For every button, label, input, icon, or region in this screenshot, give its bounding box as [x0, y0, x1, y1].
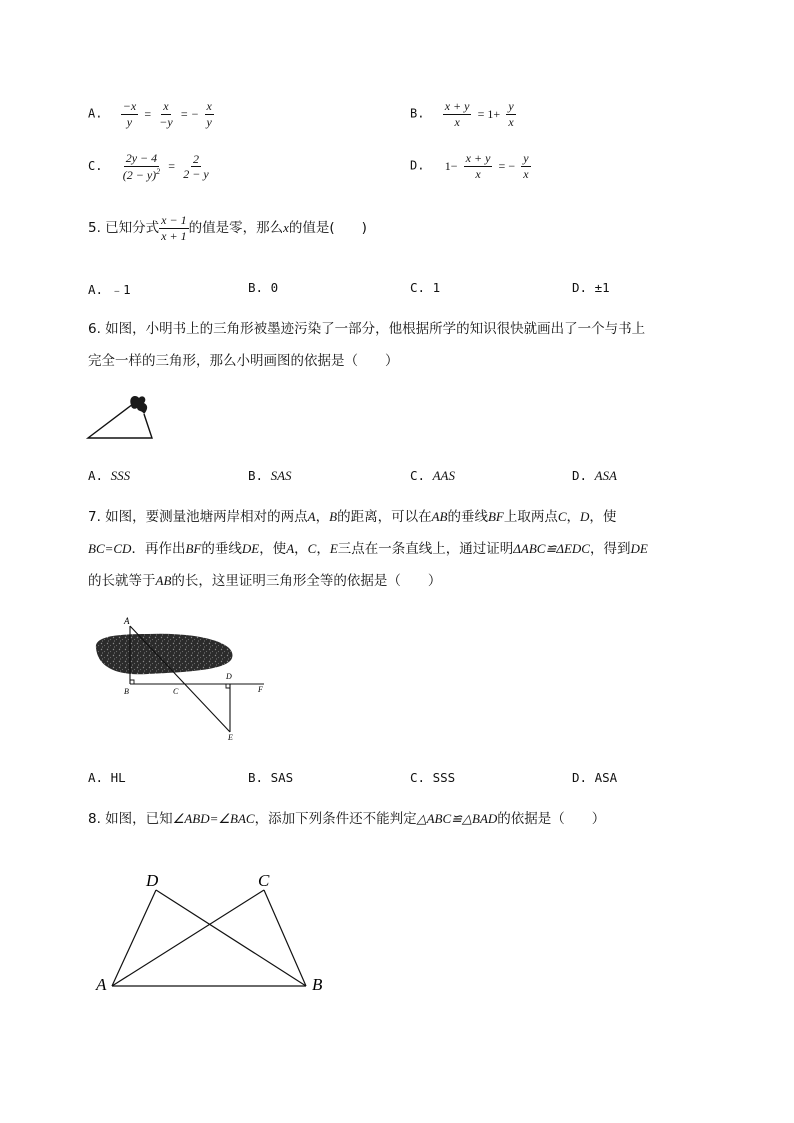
- ink-blot: [130, 396, 147, 414]
- segment-ac: [112, 890, 264, 986]
- q6-option-c[interactable]: C. AAS: [410, 468, 455, 483]
- q7-stem-line1: 7. 如图，要测量池塘两岸相对的两点A，B的距离，可以在AB的垂线BF上取两点C，D，使: [88, 509, 617, 525]
- fraction: $\frac{x - 1}{x + 1}$: [161, 212, 187, 243]
- q6-option-a[interactable]: A. SSS: [88, 468, 131, 483]
- q7-option-c[interactable]: C. SSS: [410, 770, 456, 785]
- point-label-d: D: [226, 672, 232, 681]
- q6-ink-triangle-figure: [84, 392, 156, 440]
- point-label-d: D: [146, 871, 159, 890]
- right-angle-mark-b: [130, 680, 134, 684]
- point-label-c: C: [258, 871, 270, 890]
- point-label-a: A: [96, 975, 107, 994]
- q6-option-b[interactable]: B. SAS: [248, 468, 292, 483]
- segment-db: [156, 890, 306, 986]
- right-angle-mark-d: [226, 684, 230, 688]
- q8-stem: 8. 如图，已知∠ABD=∠BAC，添加下列条件还不能判定△ABC≌△BAD的依据是（ ）: [88, 811, 606, 827]
- q7-stem-line2: BC=CD．再作出BF的垂线DE，使A，C，E三点在一条直线上，通过证明ΔABC≌ΔEDC，得到DE: [88, 541, 648, 557]
- fraction: $\frac{x}{-y}$: [159, 99, 173, 129]
- q7-stem-line3: 的长就等于AB的长，这里证明三角形全等的依据是（ ）: [88, 573, 442, 589]
- fraction: $\frac{-x}{y}$: [122, 99, 137, 129]
- fraction: $\frac{x}{y}$: [206, 99, 212, 129]
- q6-stem-line1: 6. 如图，小明书上的三角形被墨迹污染了一部分，他根据所学的知识很快就画出了一个与书上: [88, 321, 646, 337]
- option-label: C.: [88, 159, 103, 174]
- point-label-c: C: [173, 687, 179, 696]
- point-label-f: F: [258, 685, 263, 694]
- q5-option-a[interactable]: A. ﹣1: [88, 282, 131, 297]
- option-label: B.: [410, 106, 425, 121]
- q5-option-d[interactable]: D. ±1: [572, 280, 610, 295]
- point-label-e: E: [228, 733, 233, 742]
- option-label: D.: [410, 158, 425, 173]
- fraction: $\frac{y}{x}$: [523, 151, 529, 181]
- q7-option-b[interactable]: B. SAS: [248, 770, 294, 785]
- point-label-b: B: [312, 975, 323, 994]
- fraction: $\frac{2y - 4}{(2 - y)^2}$: [122, 151, 161, 182]
- fraction: $\frac{x + y}{x}$: [444, 99, 470, 129]
- q7-option-a[interactable]: A. HL: [88, 770, 126, 785]
- pond-blot: [96, 634, 233, 675]
- q6-stem-line2: 完全一样的三角形，那么小明画图的依据是（ ）: [88, 353, 399, 369]
- fraction: $\frac{2}{2 - y}$: [183, 151, 209, 182]
- q4-option-b[interactable]: B. $\frac{x + y}{x}$ = 1+ $\frac{y}{x}$: [410, 99, 514, 129]
- q4-option-d[interactable]: D. 1− $\frac{x + y}{x}$ = − $\frac{y}{x}$: [410, 151, 529, 181]
- fraction: $\frac{x + y}{x}$: [465, 151, 491, 181]
- q8-quadrilateral-figure: [92, 866, 342, 998]
- q5-option-b[interactable]: B. 0: [248, 280, 279, 295]
- q7-pond-figure: [88, 612, 274, 744]
- fraction: $\frac{y}{x}$: [508, 99, 514, 129]
- q7-option-d[interactable]: D. ASA: [572, 770, 618, 785]
- q4-option-a[interactable]: A. $\frac{-x}{y}$ = $\frac{x}{-y}$ = − $\frac{x}{y}$: [88, 99, 212, 129]
- q6-option-d[interactable]: D. ASA: [572, 468, 617, 483]
- point-label-a: A: [124, 616, 130, 626]
- point-label-b: B: [124, 687, 129, 696]
- q5-stem: 5. 已知分式 $\frac{x - 1}{x + 1}$ 的值是零，那么x的值是( ): [88, 212, 367, 243]
- q5-option-c[interactable]: C. 1: [410, 280, 441, 295]
- q4-option-c[interactable]: C. $\frac{2y - 4}{(2 - y)^2}$ = $\frac{2}{2 - y}$: [88, 151, 209, 182]
- segment-cb: [264, 890, 306, 986]
- option-label: A.: [88, 106, 103, 121]
